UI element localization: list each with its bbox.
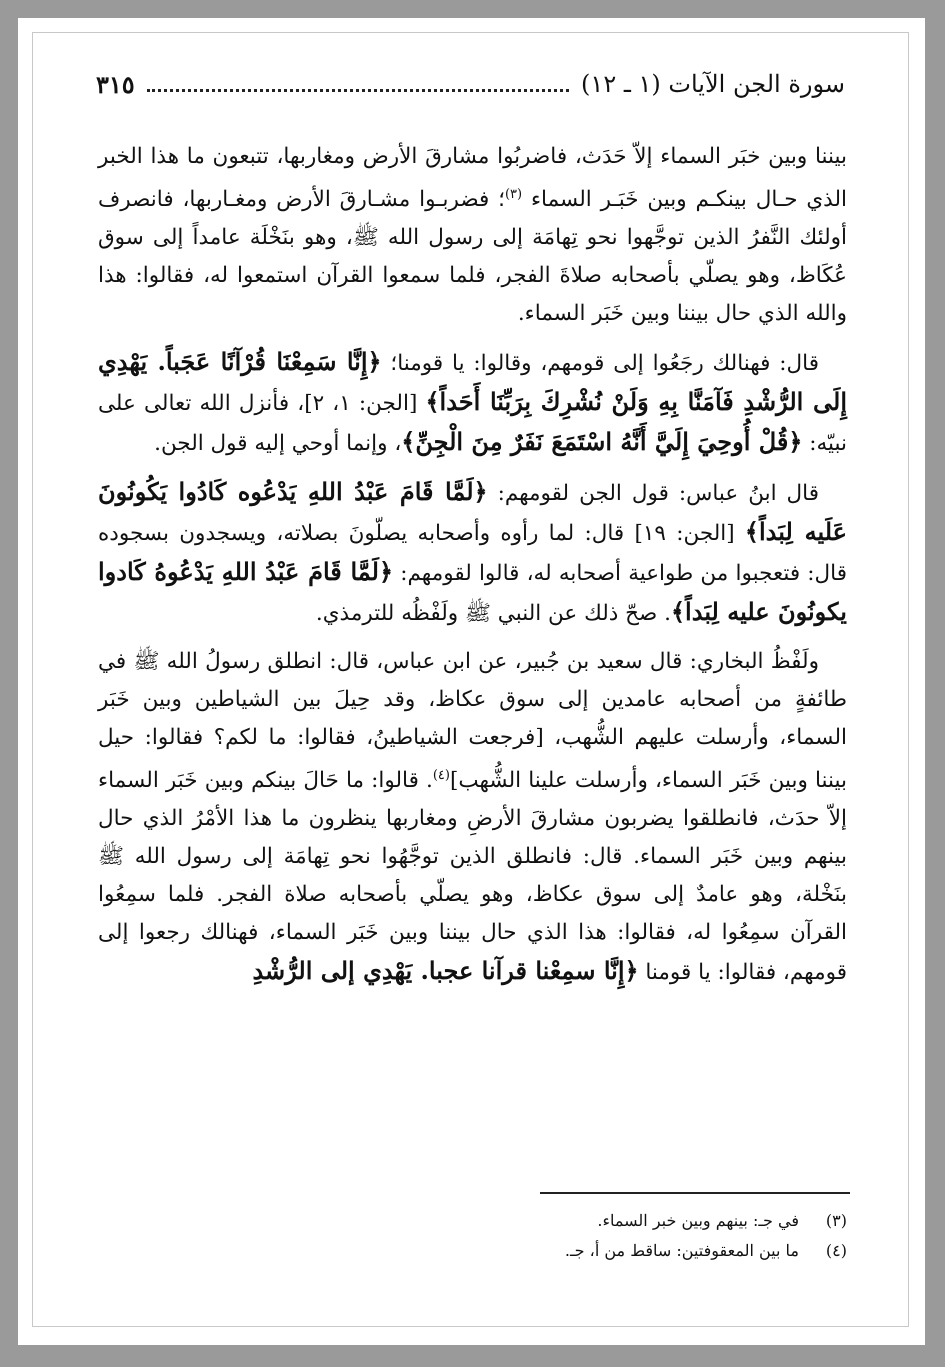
paragraph [98, 643, 847, 992]
text-run: [الجن: ١٩] قال: لما رأوه وأصحابه يصلّونَ بصلاته، ويسجدون بسجوده قال: فتعجبوا من طواعية أصحابه له، قالوا لقومهم: [98, 521, 847, 587]
footnote-number: (٤) [825, 1241, 847, 1260]
paragraph [98, 473, 847, 633]
text-run: قال ابنُ عباس: قول الجن لقومهم: [487, 481, 819, 507]
footnote-text: ما بين المعقوفتين: ساقط من أ، جـ. [564, 1241, 799, 1260]
footnote [98, 1206, 847, 1236]
main-text [98, 138, 847, 1002]
footnote-text: في جـ: بينهم وبين خبر السماء. [597, 1211, 799, 1230]
text-run: . صحّ ذلك عن النبي ﷺ ولَفْظُه للترمذي. [315, 601, 671, 627]
footnote-divider [540, 1192, 850, 1194]
quran-quote: ﴿قُلْ أُوحِيَ إِلَيَّ أَنَّهُ اسْتَمَعَ نَفَرٌ مِنَ الْجِنِّ﴾ [401, 427, 803, 457]
text-run: قال: فهنالك رجَعُوا إلى قومهم، وقالوا: يا قومنا؛ [381, 351, 819, 377]
footnote-ref: (٣) [504, 187, 523, 202]
quran-quote: ﴿إِنَّا سمِعْنا قرآنا عجبا. يَهْدِي إلى الرُّشْدِ [252, 956, 639, 986]
quran-quote: ﴿إِنَّا سَمِعْنَا قُرْآنًا عَجَباً. يَهْدِي إِلَى الرُّشْدِ فَآمَنَّا بِهِ وَلَنْ نُشْرِكَ بِرَبِّنَا أَحَداً﴾ [98, 347, 847, 417]
text-run: ولَفْظُ البخاري: قال سعيد بن جُبير، عن ابن عباس، قال: انطلق رسولُ الله ﷺ في طائفةٍ من أصحابه عامدين إلى سوق عكاظ، وقد حِيلَ بين الشياطين وبين خَبَر السماء، وأرسلت عليهم الشُّهب، [فرجعت الشياطينُ، فقالوا: ما لكم؟ فقالوا: حيل بيننا وبين خَبَر السماء، وأرسلت علينا الشُّهب] [98, 649, 847, 794]
footnote-ref: (٤) [432, 768, 450, 784]
text-run: ، وإنما أوحي إليه قول الجن. [154, 431, 402, 457]
paragraph [98, 343, 847, 463]
footnotes [98, 1206, 847, 1266]
footnote [98, 1236, 847, 1266]
running-header [96, 64, 845, 104]
text-run: ؛ فضربـوا مشـارقَ الأرض ومغـاربها، فانصرف أولئك النَّفرُ الذين توجَّهوا نحو تِهامَة إلى رسول الله ﷺ، وهو بنَخْلَة عامداً إلى سوق عُكَاظ، وهو يصلّي بأصحابه صلاةَ الفجر، فلما سمعوا القرآن استمعوا له، فقالوا: هذا والله الذي حال بيننا وبين خَبَر السماء. [98, 187, 847, 327]
paragraph [98, 138, 847, 333]
text-run: بيننا وبين خبَر السماء إلاّ حَدَث، فاضربُوا مشارقَ الأرض ومغاربها، تتبعون ما هذا الخبر الذي حـال بينكـم وبين خَبَـر السماء [98, 144, 847, 213]
quran-quote: ﴿لَمَّا قَامَ عَبْدُ اللهِ يَدْعُوهُ كَادوا يكونُونَ عليه لِبَداً﴾ [98, 557, 847, 627]
text-run: [الجن: ١، ٢]، فأنزل الله تعالى على نبيّه: [98, 391, 847, 457]
quran-quote: ﴿لَمَّا قَامَ عَبْدُ اللهِ يَدْعُوه كَادُوا يَكُونُونَ عَلَيه لِبَداً﴾ [98, 477, 847, 547]
header-dot-leader [147, 89, 569, 92]
page-number: ٣١٥ [96, 69, 135, 99]
header-title: سورة الجن الآيات (١ ـ ١٢) [581, 70, 845, 98]
text-run: . قالوا: ما حَالَ بينكم وبين خَبَر السماء إلاّ حدَث، فانطلقوا يضربون مشارقَ الأرضِ ومغاربها ينظرون ما هذا الأمْرُ الذي حال بينهم وبين خَبَر السماء. قال: فانطلق الذين توجَّهُوا نحو تِهامَة إلى رسول الله ﷺ بنَخْلة، وهو عامدٌ إلى سوق عكاظ، وهو يصلّي بأصحابه صلاة الفجر. فلما سمِعُوا القرآن سمِعُوا له، فقالوا: هذا الذي حال بيننا وبين خَبَر السماء، فهنالك رجعوا إلى قومهم، فقالوا: يا قومنا [98, 768, 847, 986]
footnote-number: (٣) [825, 1211, 847, 1230]
